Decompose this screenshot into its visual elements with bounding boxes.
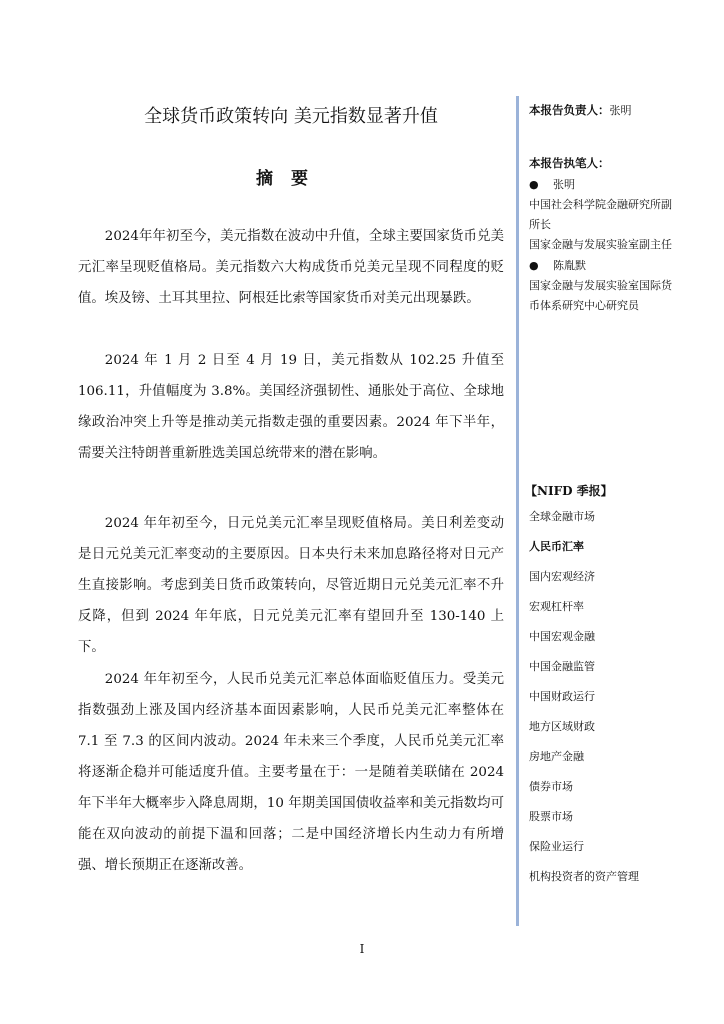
paragraph-2: 2024 年 1 月 2 日至 4 月 19 日，美元指数从 102.25 升值至 106.11，升值幅度为 3.8%。美国经济强韧性、通胀处于高位、全球地缘政治冲突上升等是推动美元指数走强的重要因素。2024 年下半年，需要关注特朗普重新胜选美国总统带来的潜在影响。 [78, 353, 504, 461]
quarterly-item[interactable]: 中国财政运行 [529, 690, 595, 703]
quarterly-item[interactable]: 人民币汇率 [529, 540, 584, 553]
responsible-label: 本报告负责人： [529, 103, 610, 117]
quarterly-item[interactable]: 机构投资者的资产管理 [529, 870, 639, 883]
responsible-name: 张明 [609, 104, 632, 117]
page-number: I [359, 942, 365, 956]
quarterly-item[interactable]: 股票市场 [529, 810, 573, 823]
author-item [529, 174, 679, 255]
abstract-heading: 摘要 [256, 169, 326, 189]
report-title: 全球货币政策转向 美元指数显著升值 [144, 106, 438, 127]
quarterly-item[interactable]: 地方区域财政 [529, 720, 595, 733]
quarterly-item[interactable]: 全球金融市场 [529, 510, 595, 523]
author-note: 中国社会科学院金融研究所副所长 [529, 198, 672, 231]
bullet-icon: ● [529, 259, 539, 272]
quarterly-list [525, 480, 679, 892]
author-note: 国家金融与发展实验室副主任 [529, 238, 672, 251]
quarterly-item[interactable]: 保险业运行 [529, 840, 584, 853]
quarterly-item[interactable]: 债券市场 [529, 780, 573, 793]
authors-label: 本报告执笔人： [529, 156, 610, 170]
quarterly-item[interactable]: 国内宏观经济 [529, 570, 595, 583]
bullet-icon: ● [529, 178, 539, 191]
responsible-line [529, 100, 679, 121]
quarterly-title: 【NIFD 季报】 [525, 484, 613, 498]
author-name: 张明 [553, 178, 575, 191]
author-note: 国家金融与发展实验室国际货币体系研究中心研究员 [529, 279, 672, 312]
quarterly-item[interactable]: 中国金融监管 [529, 660, 595, 673]
quarterly-item[interactable]: 中国宏观金融 [529, 630, 595, 643]
author-name: 陈胤默 [553, 259, 586, 272]
paragraph-3: 2024 年年初至今，日元兑美元汇率呈现贬值格局。美日利差变动是日元兑美元汇率变动的主要原因。日本央行未来加息路径将对日元产生直接影响。考虑到美日货币政策转向，尽管近期日元兑美元汇率不升反降，但到 2024 年年底，日元兑美元汇率有望回升至 130-140 上下。 [78, 516, 504, 655]
report-sidebar [516, 96, 679, 926]
quarterly-item[interactable]: 宏观杠杆率 [529, 600, 584, 613]
paragraph-4: 2024 年年初至今，人民币兑美元汇率总体面临贬值压力。受美元指数强劲上涨及国内经济基本面因素影响，人民币兑美元汇率整体在 7.1 至 7.3 的区间内波动。2024 年未来三个季度，人民币兑美元汇率将逐渐企稳并可能适度升值。主要考量在于：一是随着美联储在 2024 年下半年大概率步入降息周期，10 年期美国国债收益率和美元指数均可能在双向波动的前提下温和回落；二是中国经济增长内生动力有所增强、增长预期正在逐渐改善。 [78, 672, 504, 873]
author-item [529, 255, 679, 316]
paragraph-1: 2024年年初至今，美元指数在波动中升值，全球主要国家货币兑美元汇率呈现贬值格局。美元指数六大构成货币兑美元呈现不同程度的贬值。埃及镑、土耳其里拉、阿根廷比索等国家货币对美元出现暴跌。 [78, 229, 504, 306]
quarterly-item[interactable]: 房地产金融 [529, 750, 584, 763]
